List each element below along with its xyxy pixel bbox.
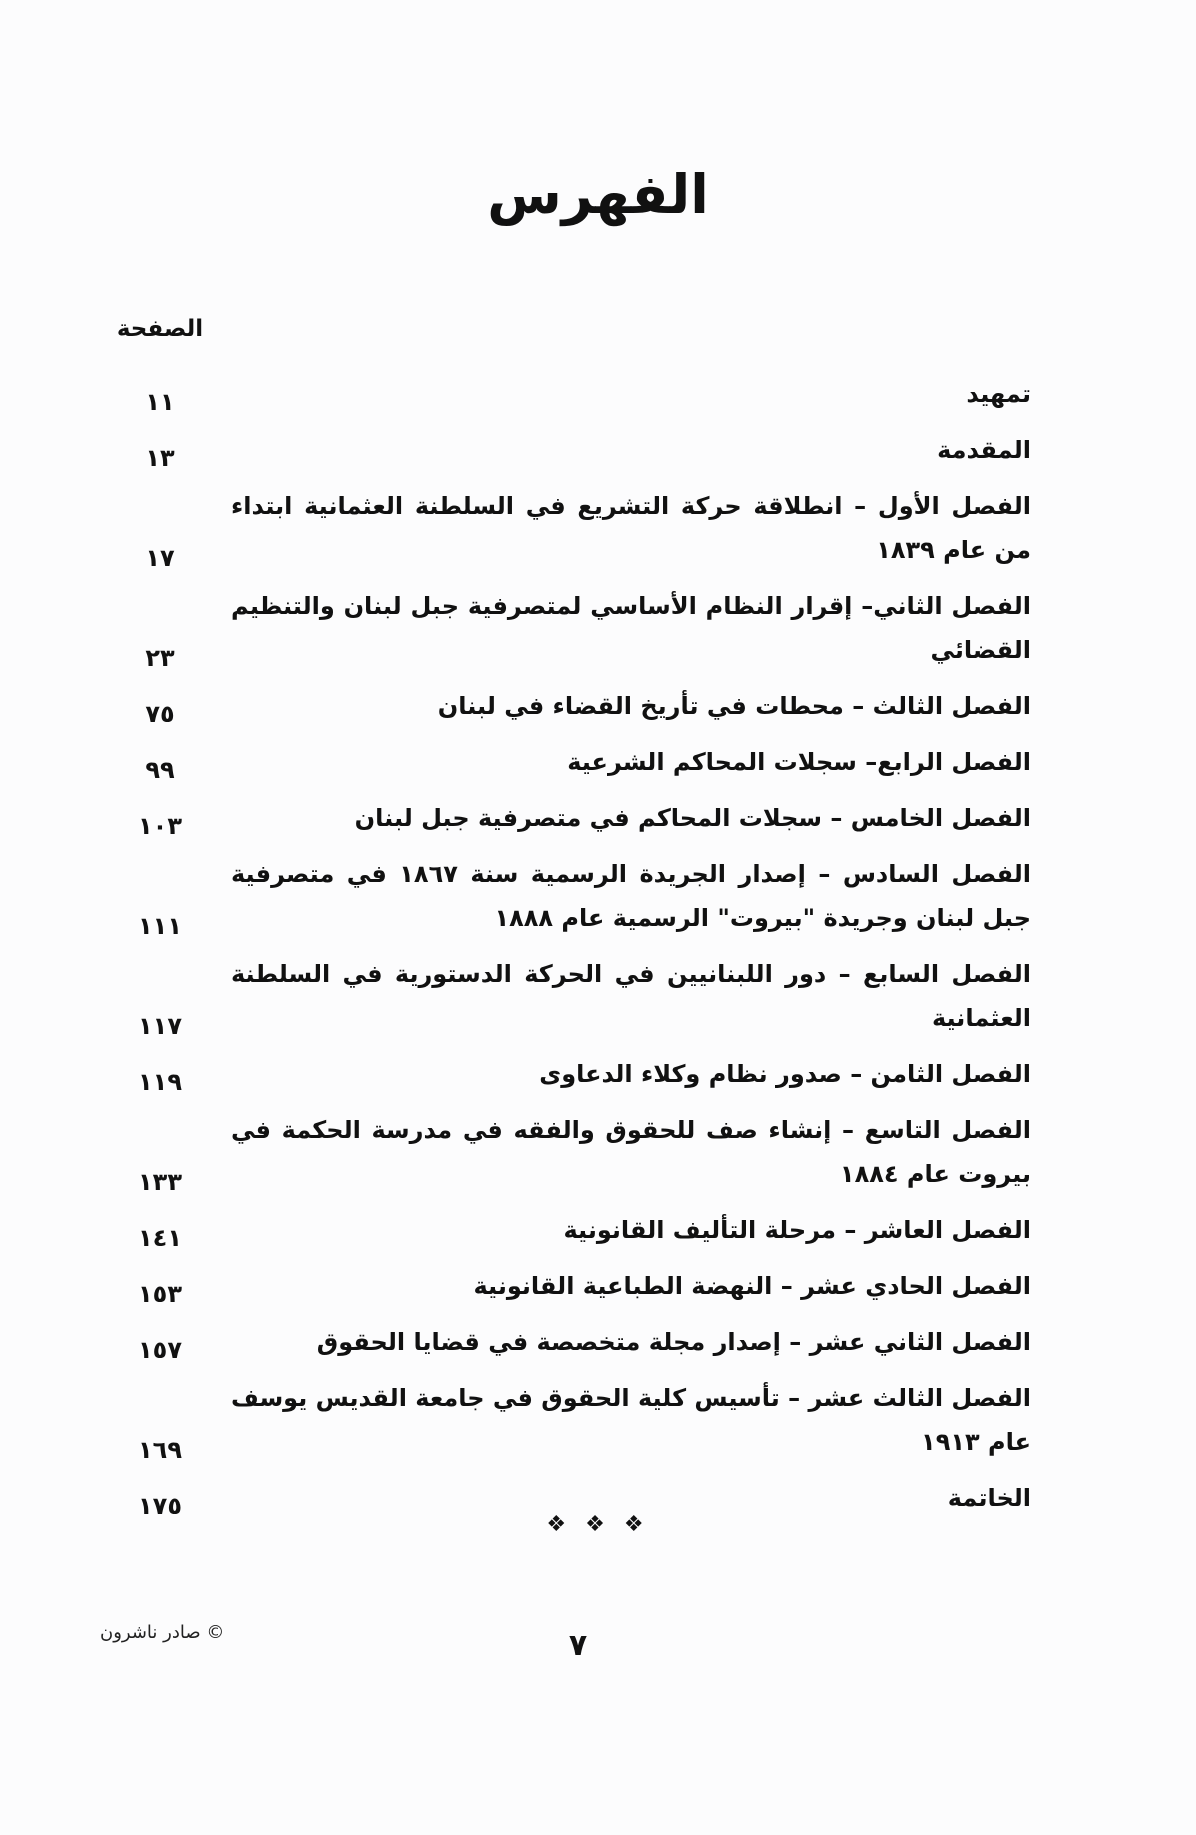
- toc-entry-page: ١٧٥: [138, 1492, 182, 1520]
- toc-entry: [0, 1098, 1196, 1198]
- toc-entry: [0, 1310, 1196, 1366]
- toc-entry: [0, 730, 1196, 786]
- toc-entry-page: ١٣: [145, 444, 175, 472]
- copyright-notice: © صادر ناشرون: [100, 1622, 225, 1643]
- toc-entry: [0, 574, 1196, 674]
- toc-entry-page: ١١٧: [138, 1012, 182, 1040]
- toc-entry: [0, 474, 1196, 574]
- toc-entry: [0, 1198, 1196, 1254]
- toc-entry-page: ١٧: [145, 544, 175, 572]
- toc-entry: [0, 674, 1196, 730]
- toc-entry-title: الفصل العاشر – مرحلة التأليف القانونية: [563, 1216, 1031, 1244]
- toc-entry-title: الفصل التاسع – إنشاء صف للحقوق والفقه في مدرسة الحكمة في بيروت عام ١٨٨٤: [231, 1116, 1031, 1188]
- toc-entry-title: الفصل الثالث عشر – تأسيس كلية الحقوق في جامعة القديس يوسف عام ١٩١٣: [231, 1384, 1031, 1456]
- toc-entry-title: الفصل الثالث – محطات في تأريخ القضاء في لبنان: [437, 692, 1031, 720]
- toc-entry-title: الفصل الثاني عشر – إصدار مجلة متخصصة في قضايا الحقوق: [316, 1328, 1031, 1356]
- toc-entry: [0, 786, 1196, 842]
- toc-entry-title: الفصل الثاني– إقرار النظام الأساسي لمتصرفية جبل لبنان والتنظيم القضائي: [231, 592, 1031, 664]
- toc-entry-title: الفصل السادس – إصدار الجريدة الرسمية سنة ١٨٦٧ في متصرفية جبل لبنان وجريدة "بيروت" الرسمية عام ١٨٨٨: [231, 860, 1031, 932]
- toc-entry-page: ١١٩: [138, 1068, 182, 1096]
- toc-entry-page: ١٠٣: [138, 812, 182, 840]
- toc-entry: [0, 1254, 1196, 1310]
- toc-entry-title: الفصل الأول – انطلاقة حركة التشريع في السلطنة العثمانية ابتداء من عام ١٨٣٩: [231, 492, 1031, 564]
- toc-entry: [0, 1042, 1196, 1098]
- toc-entry-title: الفصل الخامس – سجلات المحاكم في متصرفية جبل لبنان: [354, 804, 1031, 832]
- page-column-header: الصفحة: [116, 316, 204, 342]
- toc-entry-page: ١١١: [138, 912, 182, 940]
- table-of-contents: [0, 362, 1196, 1522]
- toc-entry: [0, 842, 1196, 942]
- toc-entry-title: الفصل الثامن – صدور نظام وكلاء الدعاوى: [539, 1060, 1031, 1088]
- ornament-divider: ❖ ❖ ❖: [546, 1512, 650, 1537]
- toc-entry-title: الفصل الحادي عشر – النهضة الطباعية القانونية: [473, 1272, 1031, 1300]
- toc-entry-page: ٧٥: [145, 700, 175, 728]
- toc-entry-title: الخاتمة: [947, 1484, 1031, 1512]
- page-title: الفهرس: [487, 163, 709, 226]
- toc-entry: [0, 362, 1196, 418]
- toc-entry-title: الفصل السابع – دور اللبنانيين في الحركة الدستورية في السلطنة العثمانية: [231, 960, 1031, 1032]
- toc-entry-page: ١٦٩: [138, 1436, 182, 1464]
- toc-entry-page: ١١: [145, 388, 175, 416]
- toc-entry-title: الفصل الرابع– سجلات المحاكم الشرعية: [567, 748, 1031, 776]
- toc-entry-page: ١٤١: [138, 1224, 182, 1252]
- toc-entry: [0, 418, 1196, 474]
- toc-entry-page: ٩٩: [145, 756, 175, 784]
- toc-entry-page: ٢٣: [145, 644, 175, 672]
- toc-entry: [0, 942, 1196, 1042]
- toc-entry-page: ١٥٧: [138, 1336, 182, 1364]
- toc-entry-title: تمهيد: [966, 380, 1031, 408]
- toc-entry-page: ١٥٣: [138, 1280, 182, 1308]
- toc-entry-page: ١٣٣: [138, 1168, 182, 1196]
- page-number: ٧: [568, 1628, 588, 1663]
- toc-entry-title: المقدمة: [937, 436, 1031, 464]
- toc-entry: [0, 1366, 1196, 1466]
